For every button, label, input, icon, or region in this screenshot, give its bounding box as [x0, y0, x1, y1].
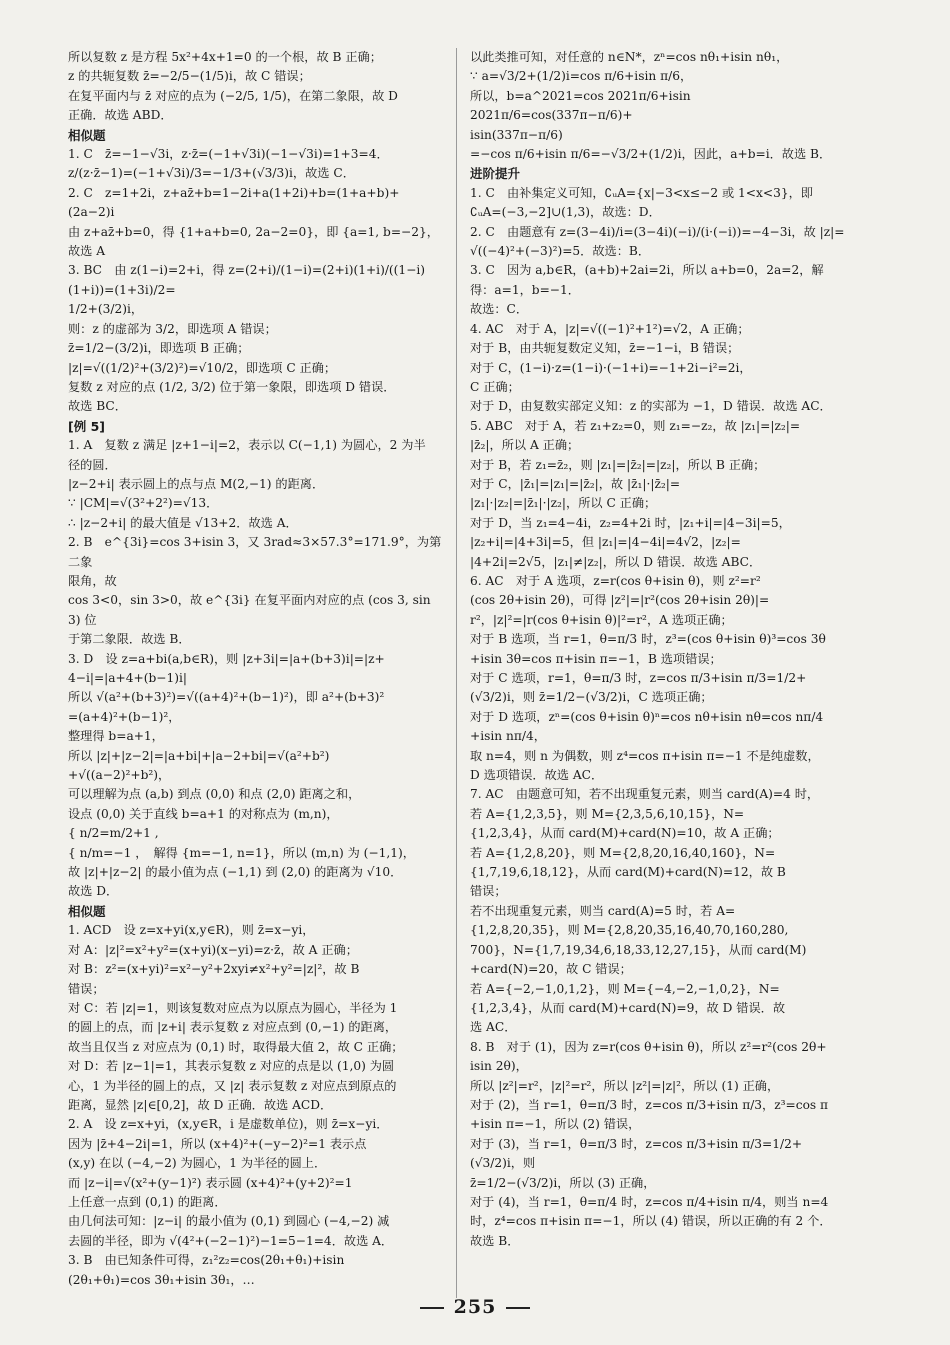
- text-line: 6. AC 对于 A 选项，z=r(cos θ+isin θ)，则 z²=r²: [470, 573, 761, 588]
- text-line: 所以，b=a^2021=cos 2021π/6+isin 2021π/6=cos(337π−π/6)+: [470, 88, 695, 123]
- text-line: cos 3<0，sin 3>0，故 e^{3i} 在复平面内对应的点 (cos 3, sin 3) 位: [68, 593, 435, 627]
- text-line: isin 2θ)，: [470, 1059, 528, 1074]
- text-line: 对于 D 选项，zⁿ=(cos θ+isin θ)ⁿ=cos nθ+isin nθ=cos nπ/4: [470, 709, 824, 724]
- text-line: 所以复数 z 是方程 5x²+4x+1=0 的一个根，故 B 正确；: [68, 50, 382, 64]
- text-line: 得：a=1，b=−1．: [470, 282, 580, 297]
- footer-dash-left: [420, 1307, 444, 1309]
- text-line: {1,2,3,4}，从而 card(M)+card(N)=9，故 D 错误．故: [470, 1000, 786, 1015]
- text-line: 正确．故选 ABD．: [68, 108, 173, 123]
- text-line: 2. C 由题意有 z=(3−4i)/i=(3−4i)(−i)/(i·(−i))=−4−3i，故 |z|=: [470, 224, 845, 239]
- text-line: 1/2+(3/2)i，: [68, 302, 144, 317]
- text-line: 由 z+az̄+b=0，得 {1+a+b=0, 2a−2=0}，即 {a=1, b=−2}，故选 A: [68, 224, 439, 259]
- text-line: { n/m=−1 ， 解得 {m=−1, n=1}，所以 (m,n) 为 (−1,1)，: [68, 845, 415, 860]
- text-line: r²，|z|²=|r(cos θ+isin θ)|²=r²，A 选项正确；: [470, 612, 733, 627]
- text-line: 故当且仅当 z 对应点为 (0,1) 时，取得最大值 2，故 C 正确；: [68, 1039, 404, 1054]
- footer-dash-right: [506, 1307, 530, 1309]
- text-line: 对 D：若 |z−1|=1，其表示复数 z 对应的点是以 (1,0) 为圆: [68, 1059, 395, 1074]
- text-line: z̄=1/2−(3/2)i，即选项 B 正确；: [68, 341, 250, 356]
- text-line: 故选 BC．: [68, 399, 127, 414]
- text-line: |4+2i|=2√5，|z₁|≠|z₂|，所以 D 错误．故选 ABC．: [470, 554, 762, 569]
- text-line: 对于 C，(1−i)·z=(1−i)·(−1+i)=−1+2i−i²=2i，: [470, 360, 752, 375]
- text-line: |z−2+i| 表示圆上的点与点 M(2,−1) 的距离．: [68, 476, 325, 491]
- text-line: 而 |z−i|=√(x²+(y−1)²) 表示圆 (x+4)²+(y+2)²=1: [68, 1175, 353, 1190]
- text-line: 故选 B．: [470, 1233, 520, 1248]
- text-line: 若 A={−2,−1,0,1,2}，则 M={−4,−2,−1,0,2}，N=: [470, 981, 780, 996]
- text-line: ∁ᵤA=(−3,−2]∪(1,3)，故选：D．: [470, 205, 661, 220]
- text-line: 对于 B，由共轭复数定义知，z̄=−1−i，B 错误；: [470, 341, 740, 356]
- text-line: ∴ |z−2+i| 的最大值是 √13+2．故选 A．: [68, 515, 298, 530]
- text-line: |z₂+i|=|4+3i|=5，但 |z₁|=|4−4i|=4√2，|z₂|=: [470, 535, 741, 550]
- text-line: 错误；: [470, 884, 507, 899]
- text-line: (√3/2)i，则 z̄=1/2−(√3/2)i，C 选项正确；: [470, 690, 713, 705]
- text-line: |z|=√((1/2)²+(3/2)²)=√10/2，即选项 C 正确；: [68, 360, 337, 375]
- text-line: 2. C z=1+2i，z+az̄+b=1−2i+a(1+2i)+b=(1+a+b)+: [68, 185, 400, 200]
- text-line: 心，1 为半径的圆上的点，又 |z| 表示复数 z 对应点到原点的: [68, 1078, 397, 1093]
- text-line: D 选项错误．故选 AC．: [470, 768, 604, 783]
- text-line: 3. BC 由 z(1−i)=2+i，得 z=(2+i)/(1−i)=(2+i)(1+i)/((1−i)(1+i))=(1+3i)/2=: [68, 263, 426, 297]
- text-line: 整理得 b=a+1，: [68, 729, 164, 744]
- text-line: 故选：C．: [470, 302, 529, 317]
- text-line: 对于 D，当 z₁=4−4i，z₂=4+2i 时，|z₁+i|=|4−3i|=5，: [470, 515, 791, 530]
- text-line: 700}，N={1,7,19,34,6,18,33,12,27,15}，从而 card(M): [470, 942, 807, 957]
- text-line: 对于 (2)，当 r=1，θ=π/3 时，z=cos π/3+isin π/3，z³=cos π: [470, 1097, 829, 1112]
- text-line: 1. C 由补集定义可知，∁ᵤA={x|−3<x≤−2 或 1<x<3}，即: [470, 185, 813, 200]
- text-line: 所以 |z²|=r²，|z|²=r²，所以 |z²|=|z|²，所以 (1) 正确，: [470, 1078, 780, 1093]
- text-line: +isin 3θ=cos π+isin π=−1，B 选项错误；: [470, 651, 722, 666]
- text-line: {1,2,3,4}，从而 card(M)+card(N)=10，故 A 正确；: [470, 826, 780, 841]
- text-line: 2. B e^{3i}=cos 3+isin 3，又 3rad≈3×57.3°=171.9°，为第二象: [68, 535, 442, 569]
- text-line: 对于 D，由复数实部定义知：z 的实部为 −1，D 错误．故选 AC．: [470, 399, 832, 414]
- text-line: |z₁|·|z₂|=|z̄₁|·|z₂|，所以 C 正确；: [470, 496, 657, 511]
- left-column: [68, 48, 443, 1290]
- text-line: 2. A 设 z=x+yi，(x,y∈R，i 是虚数单位)，则 z̄=x−yi．: [68, 1117, 389, 1132]
- text-line: 时，z⁴=cos π+isin π=−1，所以 (4) 错误，所以正确的有 2 个．: [470, 1214, 832, 1229]
- text-line: 复数 z 对应的点 (1/2, 3/2) 位于第一象限，即选项 D 错误．: [68, 379, 396, 394]
- text-line: [例 5]: [68, 418, 105, 434]
- text-line: =(a+4)²+(b−1)²，: [68, 709, 181, 724]
- page-footer: [0, 1296, 950, 1318]
- text-line: {1,2,8,20,35}，则 M={2,8,20,35,16,40,70,160,280,: [470, 923, 789, 938]
- text-line: 因为 |z̄+4−2i|=1，所以 (x+4)²+(−y−2)²=1 表示点: [68, 1136, 367, 1151]
- text-line: 去圆的半径，即为 √(4²+(−2−1)²)−1=5−1=4．故选 A．: [68, 1233, 394, 1248]
- text-line: 距离，显然 |z|∈[0,2]，故 D 正确．故选 ACD．: [68, 1097, 333, 1112]
- text-line: 由几何法可知：|z−i| 的最小值为 (0,1) 到圆心 (−4,−2) 减: [68, 1214, 390, 1229]
- text-line: 3. B 由已知条件可得，z₁²z₂=cos(2θ₁+θ₁)+isin: [68, 1253, 345, 1268]
- text-line: 设点 (0,0) 关于直线 b=a+1 的对称点为 (m,n)，: [68, 806, 339, 821]
- text-line: 的圆上的点，而 |z+i| 表示复数 z 对应点到 (0,−1) 的距离，: [68, 1020, 398, 1035]
- text-line: =−cos π/6+isin π/6=−√3/2+(1/2)i，因此，a+b=i．故选 B．: [470, 147, 832, 162]
- text-line: 所以 √(a²+(b+3)²)=√((a+4)²+(b−1)²)，即 a²+(b+3)²: [68, 690, 385, 705]
- text-line: {1,7,19,6,18,12}，从而 card(M)+card(N)=12，故 B: [470, 865, 786, 880]
- text-line: 4. AC 对于 A，|z|=√((−1)²+1²)=√2，A 正确；: [470, 321, 750, 336]
- text-line: 3. C 因为 a,b∈R，(a+b)+2ai=2i，所以 a+b=0，2a=2，解: [470, 263, 824, 278]
- text-line: 相似题: [68, 127, 106, 143]
- text-line: 对于 B 选项，当 r=1，θ=π/3 时，z³=(cos θ+isin θ)³=cos 3θ: [470, 632, 826, 647]
- text-line: 对于 B，若 z₁=z̄₂，则 |z₁|=|z̄₂|=|z₂|，所以 B 正确；: [470, 457, 766, 472]
- text-line: 在复平面内与 z̄ 对应的点为 (−2/5, 1/5)，在第二象限，故 D: [68, 88, 398, 103]
- text-line: +card(N)=20，故 C 错误；: [470, 962, 632, 977]
- text-line: ∵ a=√3/2+(1/2)i=cos π/6+isin π/6，: [470, 69, 693, 84]
- text-line: 对 A：|z|²=x²+y²=(x+yi)(x−yi)=z·z̄，故 A 正确；: [68, 942, 358, 957]
- text-line: 所以 |z|+|z−2|=|a+bi|+|a−2+bi|=√(a²+b²): [68, 748, 330, 763]
- text-line: 径的圆．: [68, 457, 117, 472]
- text-line: 1. C z̄=−1−√3i，z·z̄=(−1+√3i)(−1−√3i)=1+3=4．: [68, 147, 389, 162]
- column-divider: [456, 48, 457, 1298]
- text-line: 对于 (3)，当 r=1，θ=π/3 时，z=cos π/3+isin π/3=1/2+(√3/2)i，则: [470, 1136, 803, 1171]
- text-line: 8. B 对于 (1)，因为 z=r(cos θ+isin θ)，所以 z²=r²(cos 2θ+: [470, 1039, 827, 1054]
- text-line: 对 C：若 |z|=1，则该复数对应点为以原点为圆心，半径为 1: [68, 1000, 398, 1015]
- text-line: 5. ABC 对于 A，若 z₁+z₂=0，则 z₁=−z₂，故 |z₁|=|z₂|=: [470, 418, 801, 433]
- text-line: 若 A={1,2,3,5}，则 M={2,3,5,6,10,15}，N=: [470, 806, 745, 821]
- text-line: 可以理解为点 (a,b) 到点 (0,0) 和点 (2,0) 距离之和，: [68, 787, 361, 802]
- text-line: 于第二象限．故选 B．: [68, 632, 191, 647]
- text-line: z/(z·z̄−1)=(−1+√3i)/3=−1/3+(√3/3)i，故选 C．: [68, 166, 355, 181]
- text-line: (x,y) 在以 (−4,−2) 为圆心，1 为半径的圆上．: [68, 1156, 327, 1171]
- text-line: 3. D 设 z=a+bi(a,b∈R)，则 |z+3i|=|a+(b+3)i|=|z+: [68, 651, 385, 666]
- text-line: 7. AC 由题意可知，若不出现重复元素，则当 card(A)=4 时，: [470, 787, 820, 802]
- text-line: C 正确；: [470, 379, 520, 394]
- text-line: 对于 C 选项，r=1，θ=π/3 时，z=cos π/3+isin π/3=1/2+: [470, 671, 807, 685]
- text-line: 取 n=4，则 n 为偶数，则 z⁴=cos π+isin π=−1 不是纯虚数，: [470, 748, 820, 763]
- text-line: 对于 C，|z̄₁|=|z₁|=|z̄₂|，故 |z̄₁|·|z̄₂|=: [470, 476, 681, 491]
- text-line: { n/2=m/2+1 ,: [68, 826, 159, 841]
- page-number: 255: [453, 1296, 497, 1318]
- text-line: +√((a−2)²+b²)，: [68, 768, 171, 783]
- text-line: 相似题: [68, 903, 106, 919]
- text-line: 以此类推可知，对任意的 n∈N*，zⁿ=cos nθ₁+isin nθ₁，: [470, 50, 789, 64]
- text-line: 限角，故: [68, 573, 117, 588]
- text-line: 上任意一点到 (0,1) 的距离．: [68, 1194, 227, 1209]
- text-line: 1. A 复数 z 满足 |z+1−i|=2，表示以 C(−1,1) 为圆心，2 为半: [68, 438, 426, 453]
- text-line: 进阶提升: [470, 166, 521, 182]
- text-line: 故 |z|+|z−2| 的最小值为点 (−1,1) 到 (2,0) 的距离为 √10．: [68, 865, 403, 880]
- text-line: √((−4)²+(−3)²)=5．故选：B．: [470, 244, 651, 259]
- text-line: 4−i|=|a+4+(b−1)i|: [68, 671, 188, 685]
- text-line: 1. ACD 设 z=x+yi(x,y∈R)，则 z̄=x−yi，: [68, 923, 315, 938]
- text-line: (2θ₁+θ₁)=cos 3θ₁+isin 3θ₁，…: [68, 1272, 255, 1287]
- text-line: 错误；: [68, 981, 105, 996]
- text-line: 若 A={1,2,8,20}，则 M={2,8,20,16,40,160}，N=: [470, 845, 776, 860]
- text-line: 对于 (4)，当 r=1，θ=π/4 时，z=cos π/4+isin π/4，则当 n=4: [470, 1194, 829, 1209]
- text-line: z 的共轭复数 z̄=−2/5−(1/5)i，故 C 错误；: [68, 69, 311, 84]
- text-line: |z̄₂|，所以 A 正确；: [470, 438, 580, 453]
- text-line: 故选 D．: [68, 884, 119, 899]
- text-line: ∵ |CM|=√(3²+2²)=√13．: [68, 496, 219, 511]
- text-line: 若不出现重复元素，则当 card(A)=5 时，若 A=: [470, 903, 736, 918]
- text-line: +isin nπ/4，: [470, 729, 546, 744]
- text-line: (cos 2θ+isin 2θ)，可得 |z²|=|r²(cos 2θ+isin 2θ)|=: [470, 593, 770, 608]
- text-line: 选 AC．: [470, 1020, 517, 1035]
- text-line: +isin π=−1，所以 (2) 错误，: [470, 1117, 641, 1132]
- text-line: isin(337π−π/6): [470, 127, 563, 142]
- right-column: [470, 48, 850, 1251]
- text-line: z̄=1/2−(√3/2)i，所以 (3) 正确，: [470, 1175, 656, 1190]
- text-line: 则：z 的虚部为 3/2，即选项 A 错误；: [68, 321, 277, 336]
- text-line: 对 B：z²=(x+yi)²=x²−y²+2xyi≠x²+y²=|z|²，故 B: [68, 962, 360, 977]
- text-line: (2a−2)i: [68, 205, 115, 220]
